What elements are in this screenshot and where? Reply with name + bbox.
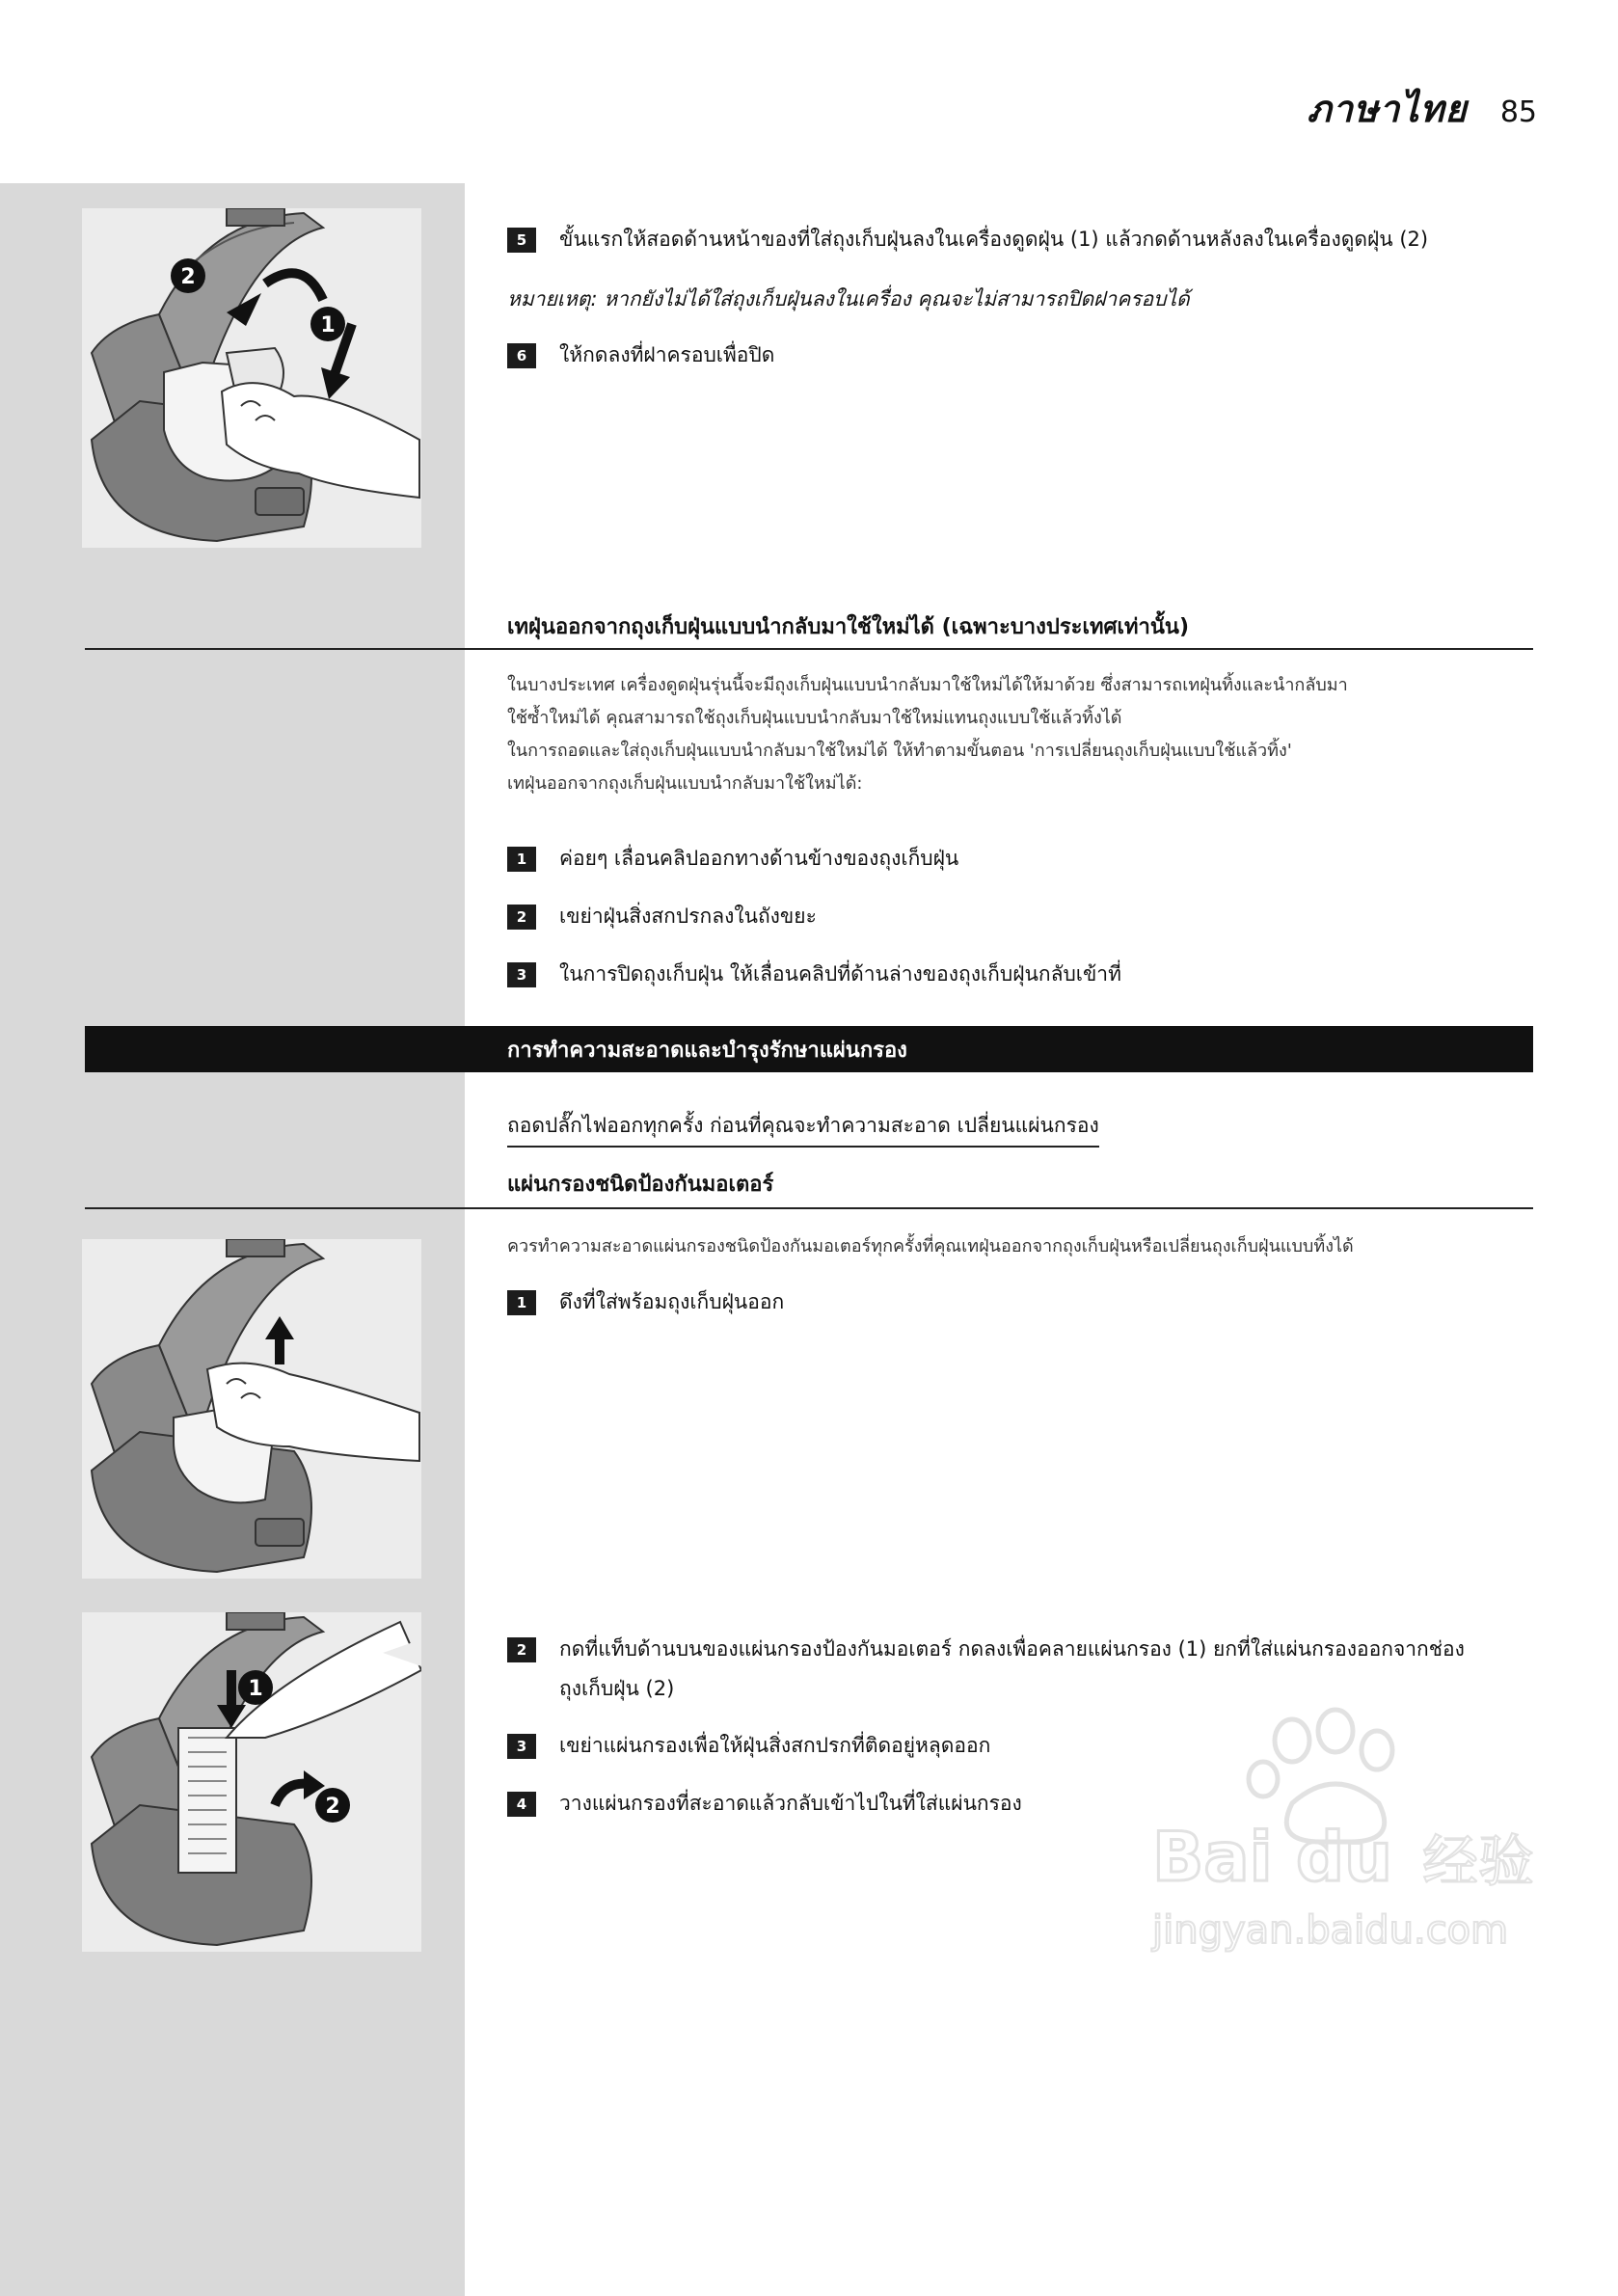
page-number: 85 xyxy=(1499,95,1537,129)
section-rule xyxy=(85,1207,1533,1209)
callout-2: 2 xyxy=(180,265,196,289)
step-text: ดึงที่ใส่พร้อมถุงเก็บฝุ่นออก xyxy=(559,1290,785,1313)
section-title-bar xyxy=(85,1026,1533,1072)
watermark-url: jingyan.baidu.com xyxy=(1152,1908,1509,1953)
step-text: เขย่าฝุ่นสิ่งสกปรกลงในถังขยะ xyxy=(559,905,817,928)
step-text: ให้กดลงที่ฝาครอบเพื่อปิด xyxy=(559,343,775,366)
watermark-brand-cn: 经验 xyxy=(1422,1828,1535,1894)
page-header xyxy=(1307,79,1537,130)
step-number-badge: 2 xyxy=(507,905,536,930)
step-5 xyxy=(507,220,1539,259)
step-number-badge: 3 xyxy=(507,962,536,987)
warning-text: ถอดปลั๊กไฟออกทุกครั้ง ก่อนที่คุณจะทำความสะอาด เปลี่ยนแผ่นกรอง xyxy=(507,1109,1099,1148)
step-number-badge: 2 xyxy=(507,1637,536,1662)
language-title: ภาษาไทย xyxy=(1307,88,1468,130)
subheading-motor-filter: แผ่นกรองชนิดป้องกันมอเตอร์ xyxy=(507,1173,774,1197)
baidu-paw-logo xyxy=(1147,1697,1552,1967)
watermark-brand: Bai du xyxy=(1152,1818,1392,1897)
step-text: ค่อยๆ เลื่อนคลิปออกทางด้านข้างของถุงเก็บฝุ่น xyxy=(559,847,959,870)
paragraph-line: ในการถอดและใส่ถุงเก็บฝุ่นแบบนำกลับมาใช้ใหม่ได้ ให้ทำตามขั้นตอน 'การเปลี่ยนถุงเก็บฝุ่นแบบใช้แล้วทิ้ง' xyxy=(507,741,1292,761)
paragraph-line: ใช้ซ้ำใหม่ได้ คุณสามารถใช้ถุงเก็บฝุ่นแบบนำกลับมาใช้ใหม่แทนถุงแบบใช้แล้วทิ้งได้ xyxy=(507,708,1122,728)
step-1 xyxy=(507,839,1539,878)
step-text: วางแผ่นกรองที่สะอาดแล้วกลับเข้าไปในที่ใส่แผ่นกรอง xyxy=(559,1792,1022,1815)
step-3 xyxy=(507,955,1539,994)
vacuum-illustration xyxy=(82,208,421,548)
note-text: หมายเหตุ: หากยังไม่ได้ใส่ถุงเก็บฝุ่นลงในเครื่อง คุณจะไม่สามารถปิดฝาครอบได้ xyxy=(507,287,1190,311)
step-text: ขั้นแรกให้สอดด้านหน้าของที่ใส่ถุงเก็บฝุ่นลงในเครื่องดูดฝุ่น (1) แล้วกดด้านหลังลงในเครื่องดูดฝุ่น (2) xyxy=(559,228,1429,251)
figure-pointer xyxy=(383,237,421,264)
callout-1: 1 xyxy=(320,313,336,338)
callout-2: 2 xyxy=(325,1795,340,1819)
step-number-badge: 5 xyxy=(507,228,536,253)
step-text-line: ถุงเก็บฝุ่น (2) xyxy=(559,1677,675,1700)
step-1-remove-holder xyxy=(507,1283,1539,1322)
step-text: เขย่าแผ่นกรองเพื่อให้ฝุ่นสิ่งสกปรกที่ติดอยู่หลุดออก xyxy=(559,1734,991,1757)
motor-filter-paragraph xyxy=(507,1230,1529,1263)
callout-1: 1 xyxy=(248,1677,263,1701)
section-title: การทำความสะอาดและบำรุงรักษาแผ่นกรอง xyxy=(507,1039,907,1063)
step-text: ในการปิดถุงเก็บฝุ่น ให้เลื่อนคลิปที่ด้านล่างของถุงเก็บฝุ่นกลับเข้าที่ xyxy=(559,962,1121,986)
paragraph-line: ในบางประเทศ เครื่องดูดฝุ่นรุ่นนี้จะมีถุงเก็บฝุ่นแบบนำกลับมาใช้ใหม่ได้ให้มาด้วย ซึ่งสามารถเทฝุ่นทิ้งและนำกลับมา xyxy=(507,675,1348,695)
step-6 xyxy=(507,336,1539,375)
figure-remove-holder xyxy=(82,1239,421,1579)
figure-release-filter xyxy=(82,1612,421,1952)
step-text-line: กดที่แท็บด้านบนของแผ่นกรองป้องกันมอเตอร์ กดลงเพื่อคลายแผ่นกรอง (1) ยกที่ใส่แผ่นกรองออกจากช่อง xyxy=(559,1637,1465,1661)
step-number-badge: 6 xyxy=(507,343,536,368)
section-paragraph xyxy=(507,669,1529,800)
paragraph-line: เทฝุ่นออกจากถุงเก็บฝุ่นแบบนำกลับมาใช้ใหม่ได้: xyxy=(507,773,863,794)
figure-insert-bag-holder xyxy=(82,208,421,548)
step-number-badge: 3 xyxy=(507,1734,536,1759)
section-rule xyxy=(85,648,1533,650)
step-2 xyxy=(507,897,1539,936)
vacuum-illustration xyxy=(82,1612,421,1952)
step-number-badge: 4 xyxy=(507,1792,536,1817)
figure-pointer xyxy=(383,1271,421,1298)
section-heading-empty-reusable-bag: เทฝุ่นออกจากถุงเก็บฝุ่นแบบนำกลับมาใช้ใหม่ได้ (เฉพาะบางประเทศเท่านั้น) xyxy=(507,615,1189,639)
paragraph-line: ควรทำความสะอาดแผ่นกรองชนิดป้องกันมอเตอร์ทุกครั้งที่คุณเทฝุ่นออกจากถุงเก็บฝุ่นหรือเปลี่ยนถุงเก็บฝุ่นแบบทิ้งได้ xyxy=(507,1236,1354,1256)
step-number-badge: 1 xyxy=(507,1290,536,1315)
figure-pointer xyxy=(383,1639,421,1666)
step-number-badge: 1 xyxy=(507,847,536,872)
baidu-watermark xyxy=(1147,1697,1552,1967)
vacuum-illustration xyxy=(82,1239,421,1579)
